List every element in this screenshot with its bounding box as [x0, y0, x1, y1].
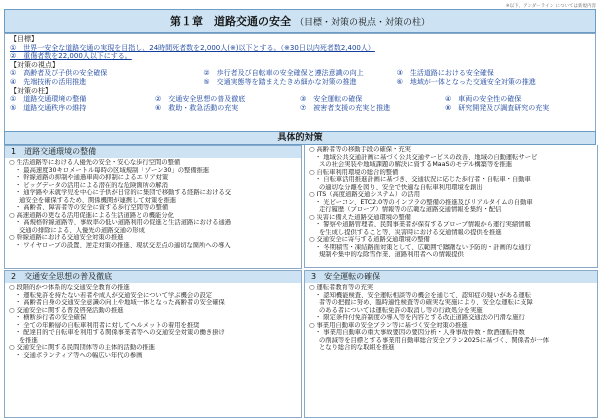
viewpoints-label: 【対策の視点】 — [10, 60, 59, 69]
section-3-body — [305, 283, 597, 353]
measure-item: の削減等を目標とする事業用自動車総合安全プラン2025に基づく、関係者が一体 — [319, 336, 549, 344]
pillars-row-2 — [10, 104, 590, 113]
measure-item: ・ 全ての年齢層の自転車利用者に対してヘルメットの着用を推奨 — [15, 321, 200, 329]
pillar-2: ② 交通安全思想の普及徹底 — [155, 95, 246, 104]
measure-item: ・ 自転車活用推進計画に基づき、交通状況に応じた歩行者・自転車・自動車 — [315, 176, 531, 183]
measure-item: ・ 配達目的で自転車を利用する関係事業者等への交通安全対策の働き掛け — [15, 329, 225, 336]
measure-item: ・ 高齢者、障害者等の安全に資する歩行空間等の整備 — [15, 204, 169, 211]
pillar-1: ① 道路交通環境の整備 — [10, 95, 87, 104]
viewpoint-2: ② 歩行者及び自転車の安全確保と遵法意識の向上 — [203, 69, 364, 78]
goal-1: ① 世界一安全な道路交通の実現を目指し、24時間死者数を2,000人(※)以下とする。（※30日以内死者数2,400人） — [10, 43, 375, 52]
measure-item: ・ 認知機能検査、安全運転相談等の機会を通じて、認知症の疑いがある運転 — [315, 291, 531, 299]
measure-heading: ○ 自転車利用環境の総合的整備 — [309, 168, 399, 176]
chapter-title — [4, 9, 596, 33]
viewpoint-6: ⑥ 地域が一体となった交通安全対策の推進 — [396, 77, 536, 86]
pillar-6: ⑥ 救助・救急活動の充実 — [155, 103, 239, 112]
viewpoint-1: ① 高齢者及び子供の安全確保 — [10, 69, 108, 78]
measure-heading: ○ 生活道路等における人優先の安全・安心な歩行空間の整備 — [9, 159, 181, 166]
measure-item: ・ 交通ボランティア等への幅広い年代の参画 — [15, 351, 143, 359]
section-2-box — [4, 270, 302, 418]
measure-item: 走行履歴（プローブ）情報等の広範な道路交通情報を集約・配信 — [319, 206, 502, 213]
measure-item: 通安全を確保するため、関係機関が連携して対策を推進 — [19, 196, 177, 204]
measure-heading: ○ 災害に備えた道路交通環境の整備 — [309, 213, 411, 221]
measure-heading: ○ 交通安全に関する民間団体等の主体的活動の推進 — [9, 344, 156, 351]
pillar-5: ⑤ 道路交通秩序の維持 — [10, 103, 87, 112]
measure-item: となり総合的な取組を推進 — [319, 344, 395, 351]
summary-frame — [4, 33, 596, 134]
goals-label: 【目標】 — [10, 35, 38, 43]
measure-item: ・ 横断歩行者の安全確保 — [15, 314, 87, 321]
measure-heading: ○ 段階的かつ体系的な交通安全教育の推進 — [9, 284, 130, 291]
section-1-box — [4, 145, 302, 269]
measure-item: ・ 警察や道路管理者、民間事業者が保有するプローブ情報から運行実績情報 — [315, 221, 531, 228]
section-3-box — [304, 270, 598, 418]
measure-item: ・ 冬期積雪・凍結路面対策として、広範囲で躊躇ない予防的・計画的な通行 — [315, 243, 531, 251]
measure-item: スの社会実装や地域課題の解決に資するMaaSのモデル構築等を推進 — [319, 161, 513, 168]
viewpoints-row-2 — [10, 78, 590, 87]
measure-item: ・ ビッグデータの活用による潜在的な危険箇所の解消 — [15, 181, 168, 189]
measure-heading: ○ 運転者教育等の充実 — [309, 284, 374, 291]
measure-item: の適切な分離を図り、安全で快適な自転車利用環境を創出 — [319, 183, 483, 191]
measure-item: ・ 地域公共交通計画に基づく公共交通サービスの改善、地域の自動運転サービ — [315, 153, 538, 161]
viewpoint-3: ③ 生活道路における安全確保 — [396, 69, 494, 78]
pillar-8: ⑧ 研究開発及び調査研究の充実 — [445, 103, 550, 112]
pillar-4: ④ 車両の安全性の確保 — [445, 95, 522, 104]
section-1-body — [5, 158, 301, 250]
section-2-body — [5, 283, 301, 360]
pillars-label: 【対策の柱】 — [10, 86, 52, 95]
measure-item: ・ 光ビーコン、ETC2.0等のインフラの整備の推進及びリアルタイムの自動車 — [315, 198, 533, 206]
measure-item: を推進 — [19, 336, 38, 344]
measure-heading: ○ 幹線道路における交通安全対策の推進 — [9, 234, 124, 241]
measure-item: を生成し提供すること等、災害時における交通情報の提供を推進 — [319, 228, 502, 236]
measure-item: ・ 限定条件付免許制度の導入等を内容とする改正道路交通法の円滑な施行 — [315, 314, 525, 321]
measure-heading: ○ 交通安全に寄与する道路交通環境の整備 — [309, 236, 430, 243]
measure-item: ・ 運転免許を持たない若者や成人が交通安全について学ぶ機会の設定 — [15, 291, 213, 299]
chapter-title-sub: （目標・対策の視点・対策の柱） — [294, 17, 430, 28]
measure-heading: ○ 高速道路の更なる活用促進による生活道路との機能分化 — [9, 211, 174, 219]
viewpoint-5: ⑤ 交通実態等を踏まえたきめ細かな対策の推進 — [203, 77, 357, 86]
pillars-row-1 — [10, 95, 590, 104]
section-1-title: 1 道路交通環境の整備 — [5, 146, 301, 158]
measure-item: 交通の排除による、人優先の道路交通の形成 — [19, 226, 145, 234]
viewpoints-row-1 — [10, 69, 590, 78]
pillar-7: ⑦ 被害者支援の充実と推進 — [300, 103, 391, 112]
measure-heading: ○ 高齢者等の移動手段の確保・充実 — [309, 146, 411, 153]
section-1-right-body — [305, 145, 597, 260]
concrete-measures-header: 具体的対策 — [4, 131, 596, 145]
underline-note: ※以下、アンダーライン については新規内容 — [505, 4, 596, 9]
measure-item: 規制や集中的な除雪作業、道路利用者への情報提供 — [319, 251, 464, 258]
measure-heading: ○ 交通安全に関する普及啓発活動の推進 — [9, 306, 124, 314]
measure-item: のある者については運転免許の取消し等の行政処分を実施 — [319, 306, 483, 314]
measure-item: ・ 幹線道路の抑制や通過車両の抑制によるエリア対策 — [15, 174, 169, 181]
section-2-title: 2 交通安全思想の普及徹底 — [5, 271, 301, 283]
measure-item: ・ ワイヤロープの設置、逆走対策の推進、現状交差点の適切な箇所への導入 — [15, 241, 231, 249]
pillar-3: ③ 安全運転の確保 — [300, 95, 363, 104]
viewpoint-4: ④ 先端技術の活用推進 — [10, 77, 87, 86]
section-3-title: 3 安全運転の確保 — [305, 271, 597, 283]
measure-item: ・ 最高速度30キロメートル毎時の区域規制「ゾーン30」の整備推進 — [15, 166, 210, 174]
measure-item: ・ 事業用自動車の重大事故要因の要因分析・人身事故件数・飲酒運転件数 — [315, 329, 525, 336]
chapter-title-main: 第１章 道路交通の安全 — [169, 15, 291, 28]
measure-item: ・ 高齢者自身の交通安全意識の向上や地域一体となった高齢者の安全確保 — [15, 299, 225, 306]
measure-item: ・ 高規格幹線道路等、事故率の低い道路利用の促進と生活道路における通過 — [15, 219, 232, 226]
measure-heading: ○ 事業用自動車の安全プラン等に基づく安全対策の推進 — [309, 321, 468, 329]
section-1-right-box — [304, 145, 598, 268]
measure-item: ・ 通学路や未就学児を中心に子供が日常的に集団で移動する経路における交 — [15, 189, 232, 196]
goal-2: ② 重傷者数を22,000人以下にする。 — [10, 52, 132, 61]
measure-heading: ○ ITS（高度道路交通システム）の活用 — [309, 191, 421, 198]
measure-item: 者等の把握に努め、臨時適性検査等の確実な実施により、安全な運転に支障 — [319, 299, 533, 306]
